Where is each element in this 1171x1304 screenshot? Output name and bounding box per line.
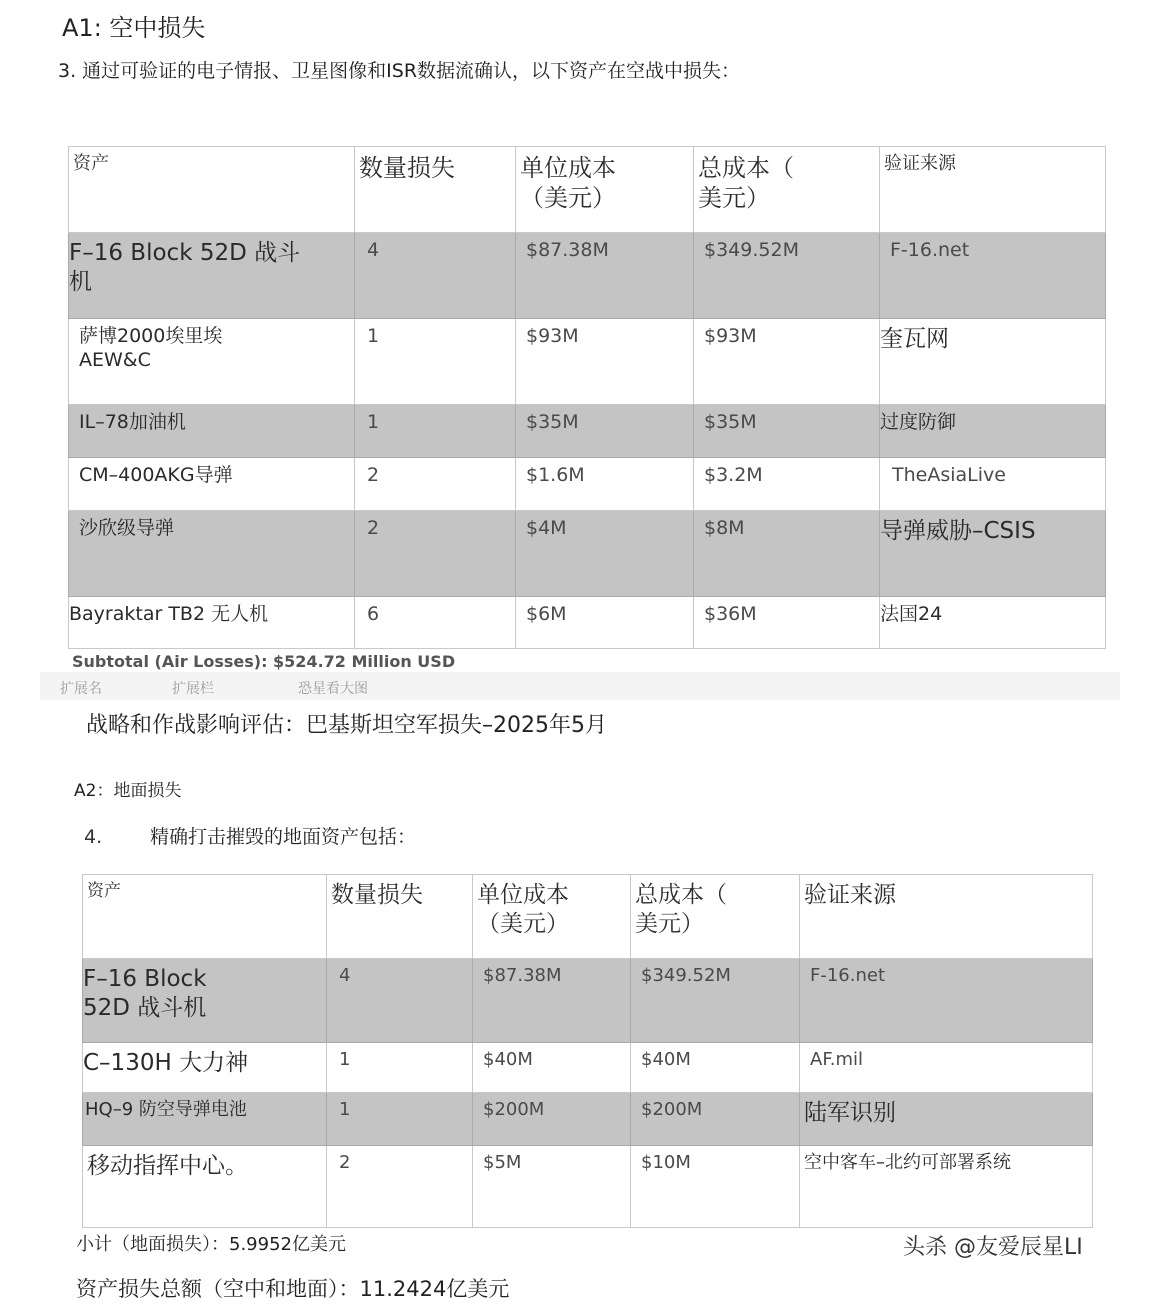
table-row <box>69 405 1106 458</box>
cell-asset: F–16 Block 52D 战斗 机 <box>69 240 301 295</box>
cell-asset: Bayraktar TB2 无人机 <box>69 603 269 625</box>
header-qty: 数量损失 <box>331 882 423 908</box>
table-header-row <box>83 875 1093 959</box>
ground-losses-table <box>82 874 1093 1228</box>
ground-subtotal: 小计（地面损失）：5.9952亿美元 <box>76 1234 346 1255</box>
cell-qty: 4 <box>367 239 380 261</box>
cell-qty: 2 <box>367 464 380 486</box>
header-total-cost: 总成本（ 美元） <box>635 882 727 937</box>
header-qty: 数量损失 <box>359 154 455 182</box>
header-unit-cost: 单位成本 （美元） <box>520 154 616 212</box>
cell-asset: F–16 Block 52D 战斗机 <box>83 966 207 1021</box>
cell-total-cost: $349.52M <box>641 965 731 986</box>
cell-total-cost: $93M <box>704 325 757 347</box>
cell-total-cost: $36M <box>704 603 757 625</box>
table-header-row <box>69 147 1106 233</box>
cell-unit-cost: $35M <box>526 411 579 433</box>
assessment-title: 战略和作战影响评估：巴基斯坦空军损失–2025年5月 <box>86 713 607 738</box>
header-asset: 资产 <box>73 153 109 174</box>
air-losses-table <box>68 146 1106 649</box>
cell-source: 奎瓦网 <box>880 326 949 352</box>
cell-unit-cost: $1.6M <box>526 464 585 486</box>
table-row <box>69 511 1106 597</box>
toolbar-item: 扩展名 <box>60 681 102 697</box>
header-unit-cost: 单位成本 （美元） <box>477 882 569 937</box>
cell-total-cost: $200M <box>641 1099 703 1120</box>
cell-asset: CM–400AKG导弹 <box>79 464 233 486</box>
header-total-cost: 总成本（ 美元） <box>698 154 794 212</box>
cell-total-cost: $349.52M <box>704 239 799 261</box>
cell-total-cost: $3.2M <box>704 464 763 486</box>
cell-asset: 移动指挥中心。 <box>87 1153 248 1179</box>
cell-source: TheAsiaLive <box>892 464 1006 486</box>
table-row <box>69 458 1106 511</box>
cell-source: 陆军识别 <box>804 1100 896 1126</box>
table-row <box>83 1043 1093 1093</box>
cell-qty: 2 <box>339 1152 351 1173</box>
cell-asset: 沙欣级导弹 <box>79 517 175 539</box>
cell-qty: 4 <box>339 965 351 986</box>
section-a2-heading: A2：地面损失 <box>74 781 182 801</box>
header-source: 验证来源 <box>884 153 956 174</box>
cell-asset: HQ–9 防空导弹电池 <box>85 1099 247 1120</box>
cell-total-cost: $8M <box>704 517 745 539</box>
cell-source: F-16.net <box>890 239 970 261</box>
table-row <box>83 959 1093 1043</box>
section-a2-number: 4. <box>84 826 103 848</box>
cell-source: AF.mil <box>810 1049 864 1070</box>
cell-qty: 6 <box>367 603 380 625</box>
cell-asset: 萨博2000埃里埃 AEW&C <box>79 325 223 371</box>
cell-unit-cost: $5M <box>483 1152 522 1173</box>
cell-unit-cost: $87.38M <box>526 239 609 261</box>
cell-source: 导弹威胁–CSIS <box>880 518 1036 544</box>
toolbar-item: 扩展栏 <box>172 681 214 697</box>
cell-asset: IL–78加油机 <box>79 411 186 433</box>
cell-qty: 1 <box>367 325 380 347</box>
toolbar-item: 恐星看大图 <box>298 681 368 697</box>
section-a1-heading: A1: 空中损失 <box>62 14 206 42</box>
section-a1-intro: 3. 通过可验证的电子情报、卫星图像和ISR数据流确认，以下资产在空战中损失： <box>58 60 741 82</box>
cell-qty: 1 <box>339 1049 351 1070</box>
table-row <box>83 1093 1093 1146</box>
cell-source: 法国24 <box>880 603 943 625</box>
cell-total-cost: $10M <box>641 1152 691 1173</box>
table-row <box>83 1146 1093 1228</box>
section-a2-intro: 精确打击摧毁的地面资产包括： <box>150 826 417 848</box>
cell-unit-cost: $40M <box>483 1049 533 1070</box>
cell-unit-cost: $93M <box>526 325 579 347</box>
table-row <box>69 597 1106 649</box>
cell-source: 空中客车–北约可部署系统 <box>804 1152 1011 1173</box>
watermark: 头杀 @友爱辰星LI <box>903 1235 1083 1260</box>
cell-asset: C–130H 大力神 <box>83 1050 249 1076</box>
cell-unit-cost: $200M <box>483 1099 545 1120</box>
header-asset: 资产 <box>87 881 121 901</box>
cell-qty: 2 <box>367 517 380 539</box>
table-row <box>69 319 1106 405</box>
header-source: 验证来源 <box>804 882 896 908</box>
cell-qty: 1 <box>367 411 380 433</box>
cell-qty: 1 <box>339 1099 351 1120</box>
air-subtotal-cut: Subtotal (Air Losses): $524.72 Million USD <box>72 652 456 671</box>
cell-unit-cost: $87.38M <box>483 965 562 986</box>
cell-source: 过度防御 <box>880 411 957 433</box>
grand-total-cut: 资产损失总额（空中和地面）：11.2424亿美元 <box>76 1277 510 1301</box>
table-row <box>69 233 1106 319</box>
cell-unit-cost: $4M <box>526 517 567 539</box>
cell-total-cost: $35M <box>704 411 757 433</box>
cell-unit-cost: $6M <box>526 603 567 625</box>
cell-total-cost: $40M <box>641 1049 691 1070</box>
cell-source: F-16.net <box>810 965 886 986</box>
